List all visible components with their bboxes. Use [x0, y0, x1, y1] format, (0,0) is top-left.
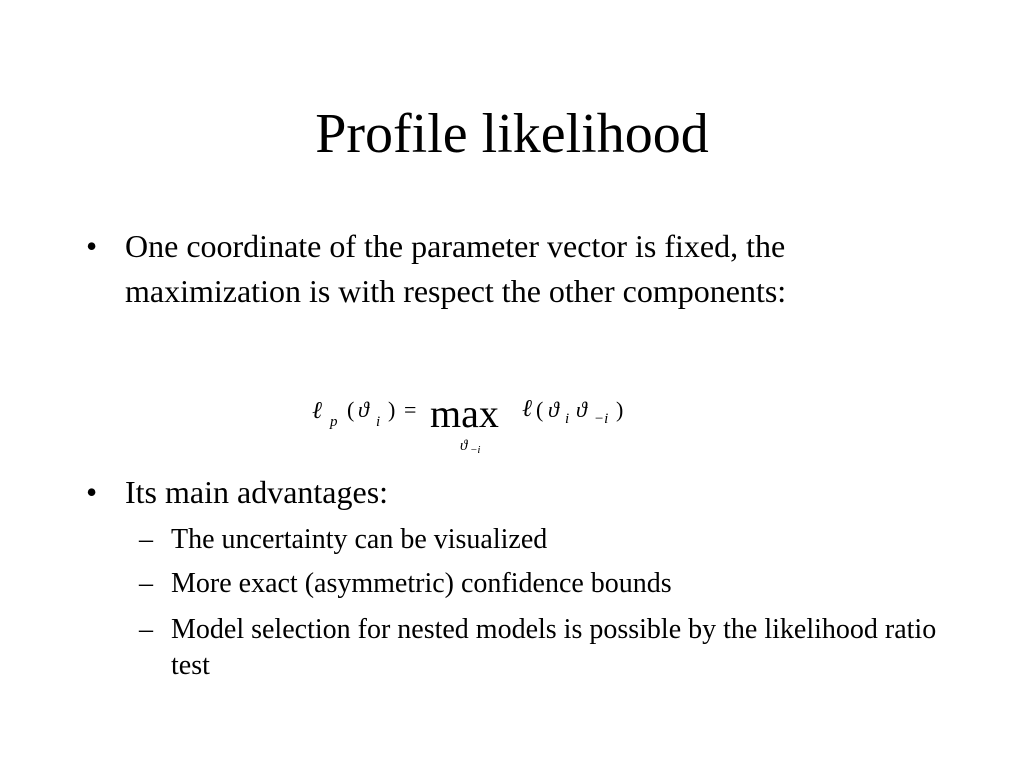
- sub-bullet-text: The uncertainty can be visualized: [171, 524, 548, 555]
- sub-bullet-item: [139, 522, 939, 558]
- sub-bullet-item: [139, 566, 939, 602]
- slide-title: Profile likelihood: [315, 103, 709, 165]
- sub-bullet-marker: –: [139, 614, 153, 645]
- formula-equals: =: [404, 397, 417, 422]
- formula-max-sub-theta: ϑ: [460, 438, 468, 454]
- formula-theta-3: ϑ: [576, 397, 587, 422]
- bullet-text: Its main advantages:: [125, 474, 389, 510]
- sub-bullet-text: More exact (asymmetric) confidence bounds: [171, 568, 672, 599]
- sub-bullet-item: [139, 612, 939, 684]
- formula-sub-i: i: [376, 414, 381, 430]
- formula-close-paren: ): [388, 397, 396, 422]
- bullet-item: [80, 224, 940, 314]
- profile-likelihood-formula: [300, 384, 660, 464]
- formula-theta: ϑ: [358, 397, 369, 422]
- formula-sub-i-2: i: [565, 411, 570, 427]
- formula-ell: ℓ: [312, 398, 322, 424]
- formula-open-paren: (: [347, 397, 355, 422]
- bullet-marker: •: [86, 228, 98, 264]
- formula-open-paren-2: (: [536, 397, 544, 422]
- bullet-marker: •: [86, 474, 98, 510]
- sub-bullet-text: Model selection for nested models is possible by the likelihood ratio test: [171, 614, 937, 681]
- formula-theta-2: ϑ: [548, 397, 559, 422]
- bullet-text: One coordinate of the parameter vector is fixed, the maximization is with respect the other components:: [125, 228, 787, 309]
- formula-ell-2: ℓ: [522, 396, 532, 422]
- formula-max-sub-index: −i: [470, 444, 481, 456]
- formula-sub-minus-i: −i: [594, 411, 609, 427]
- formula-close-paren-2: ): [616, 397, 624, 422]
- formula-sub-p: p: [330, 414, 338, 430]
- bullet-item: [80, 470, 940, 515]
- sub-bullet-marker: –: [139, 524, 153, 555]
- formula-max: max: [430, 391, 499, 436]
- sub-bullet-marker: –: [139, 568, 153, 599]
